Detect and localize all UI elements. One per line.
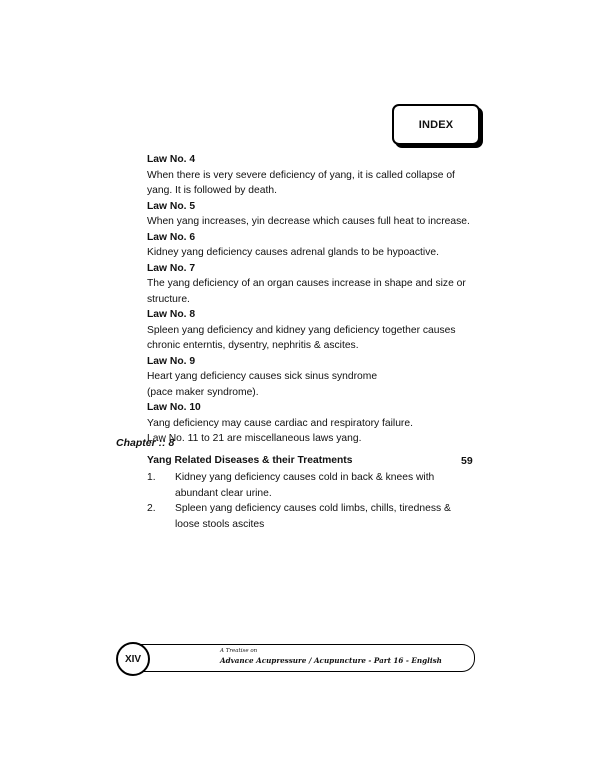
law-text-line: Spleen yang deficiency and kidney yang deficiency together causes [147, 324, 456, 336]
law-text-line: Heart yang deficiency causes sick sinus syndrome [147, 371, 378, 382]
law-entry [147, 261, 477, 308]
page-footer [116, 640, 476, 674]
chapter-title: Yang Related Diseases & their Treatments [147, 455, 353, 466]
law-text-line: When yang increases, yin decrease which causes full heat to increase. [147, 216, 470, 227]
law-text-line: Kidney yang deficiency causes adrenal glands to be hypoactive. [147, 247, 439, 258]
law-text-line: Yang deficiency may cause cardiac and respiratory failure. [147, 417, 413, 429]
law-title: Law No. 10 [147, 402, 201, 413]
law-text-line: yang. It is followed by death. [147, 185, 277, 196]
item-number: 2. [147, 503, 156, 514]
law-title: Law No. 6 [147, 231, 196, 243]
index-label: INDEX [418, 118, 454, 131]
page-number-badge [116, 642, 150, 676]
book-title-banner [134, 644, 475, 672]
law-title: Law No. 9 [147, 355, 196, 367]
item-line: loose stools ascites [175, 518, 265, 530]
law-title: Law No. 8 [147, 309, 196, 320]
law-title: Law No. 7 [147, 262, 196, 274]
page-number: XIV [124, 653, 142, 665]
law-title: Law No. 4 [147, 154, 196, 165]
law-text-line: structure. [147, 293, 190, 305]
law-entry [147, 354, 477, 401]
law-text-line: Law No. 11 to 21 are miscellaneous laws yang. [147, 433, 362, 444]
item-line: Kidney yang deficiency causes cold in back & knees with [175, 472, 435, 483]
law-entry [147, 307, 477, 354]
chapter-page-number: 59 [461, 455, 473, 467]
chapter-label: Chapter :: 8 [116, 437, 175, 449]
law-list [147, 152, 477, 447]
law-entry [147, 199, 477, 230]
item-line: Spleen yang deficiency causes cold limbs, chills, tiredness & [175, 503, 451, 514]
index-badge [392, 104, 480, 145]
item-number: 1. [147, 472, 156, 483]
law-text-line: When there is very severe deficiency of yang, it is called collapse of [147, 169, 455, 181]
law-text-line: chronic enterntis, dysentry, nephritis & ascites. [147, 340, 359, 351]
law-entry [147, 152, 477, 199]
law-text-line: (pace maker syndrome). [147, 386, 259, 398]
law-entry [147, 230, 477, 261]
law-title: Law No. 5 [147, 200, 196, 212]
law-entry [147, 400, 477, 447]
book-subtitle: A Treatise on [220, 648, 258, 654]
law-text-line: The yang deficiency of an organ causes increase in shape and size or [147, 278, 466, 289]
book-title: Advance Acupressure / Acupuncture - Part 16 - English [220, 656, 442, 665]
item-line: abundant clear urine. [175, 487, 272, 499]
